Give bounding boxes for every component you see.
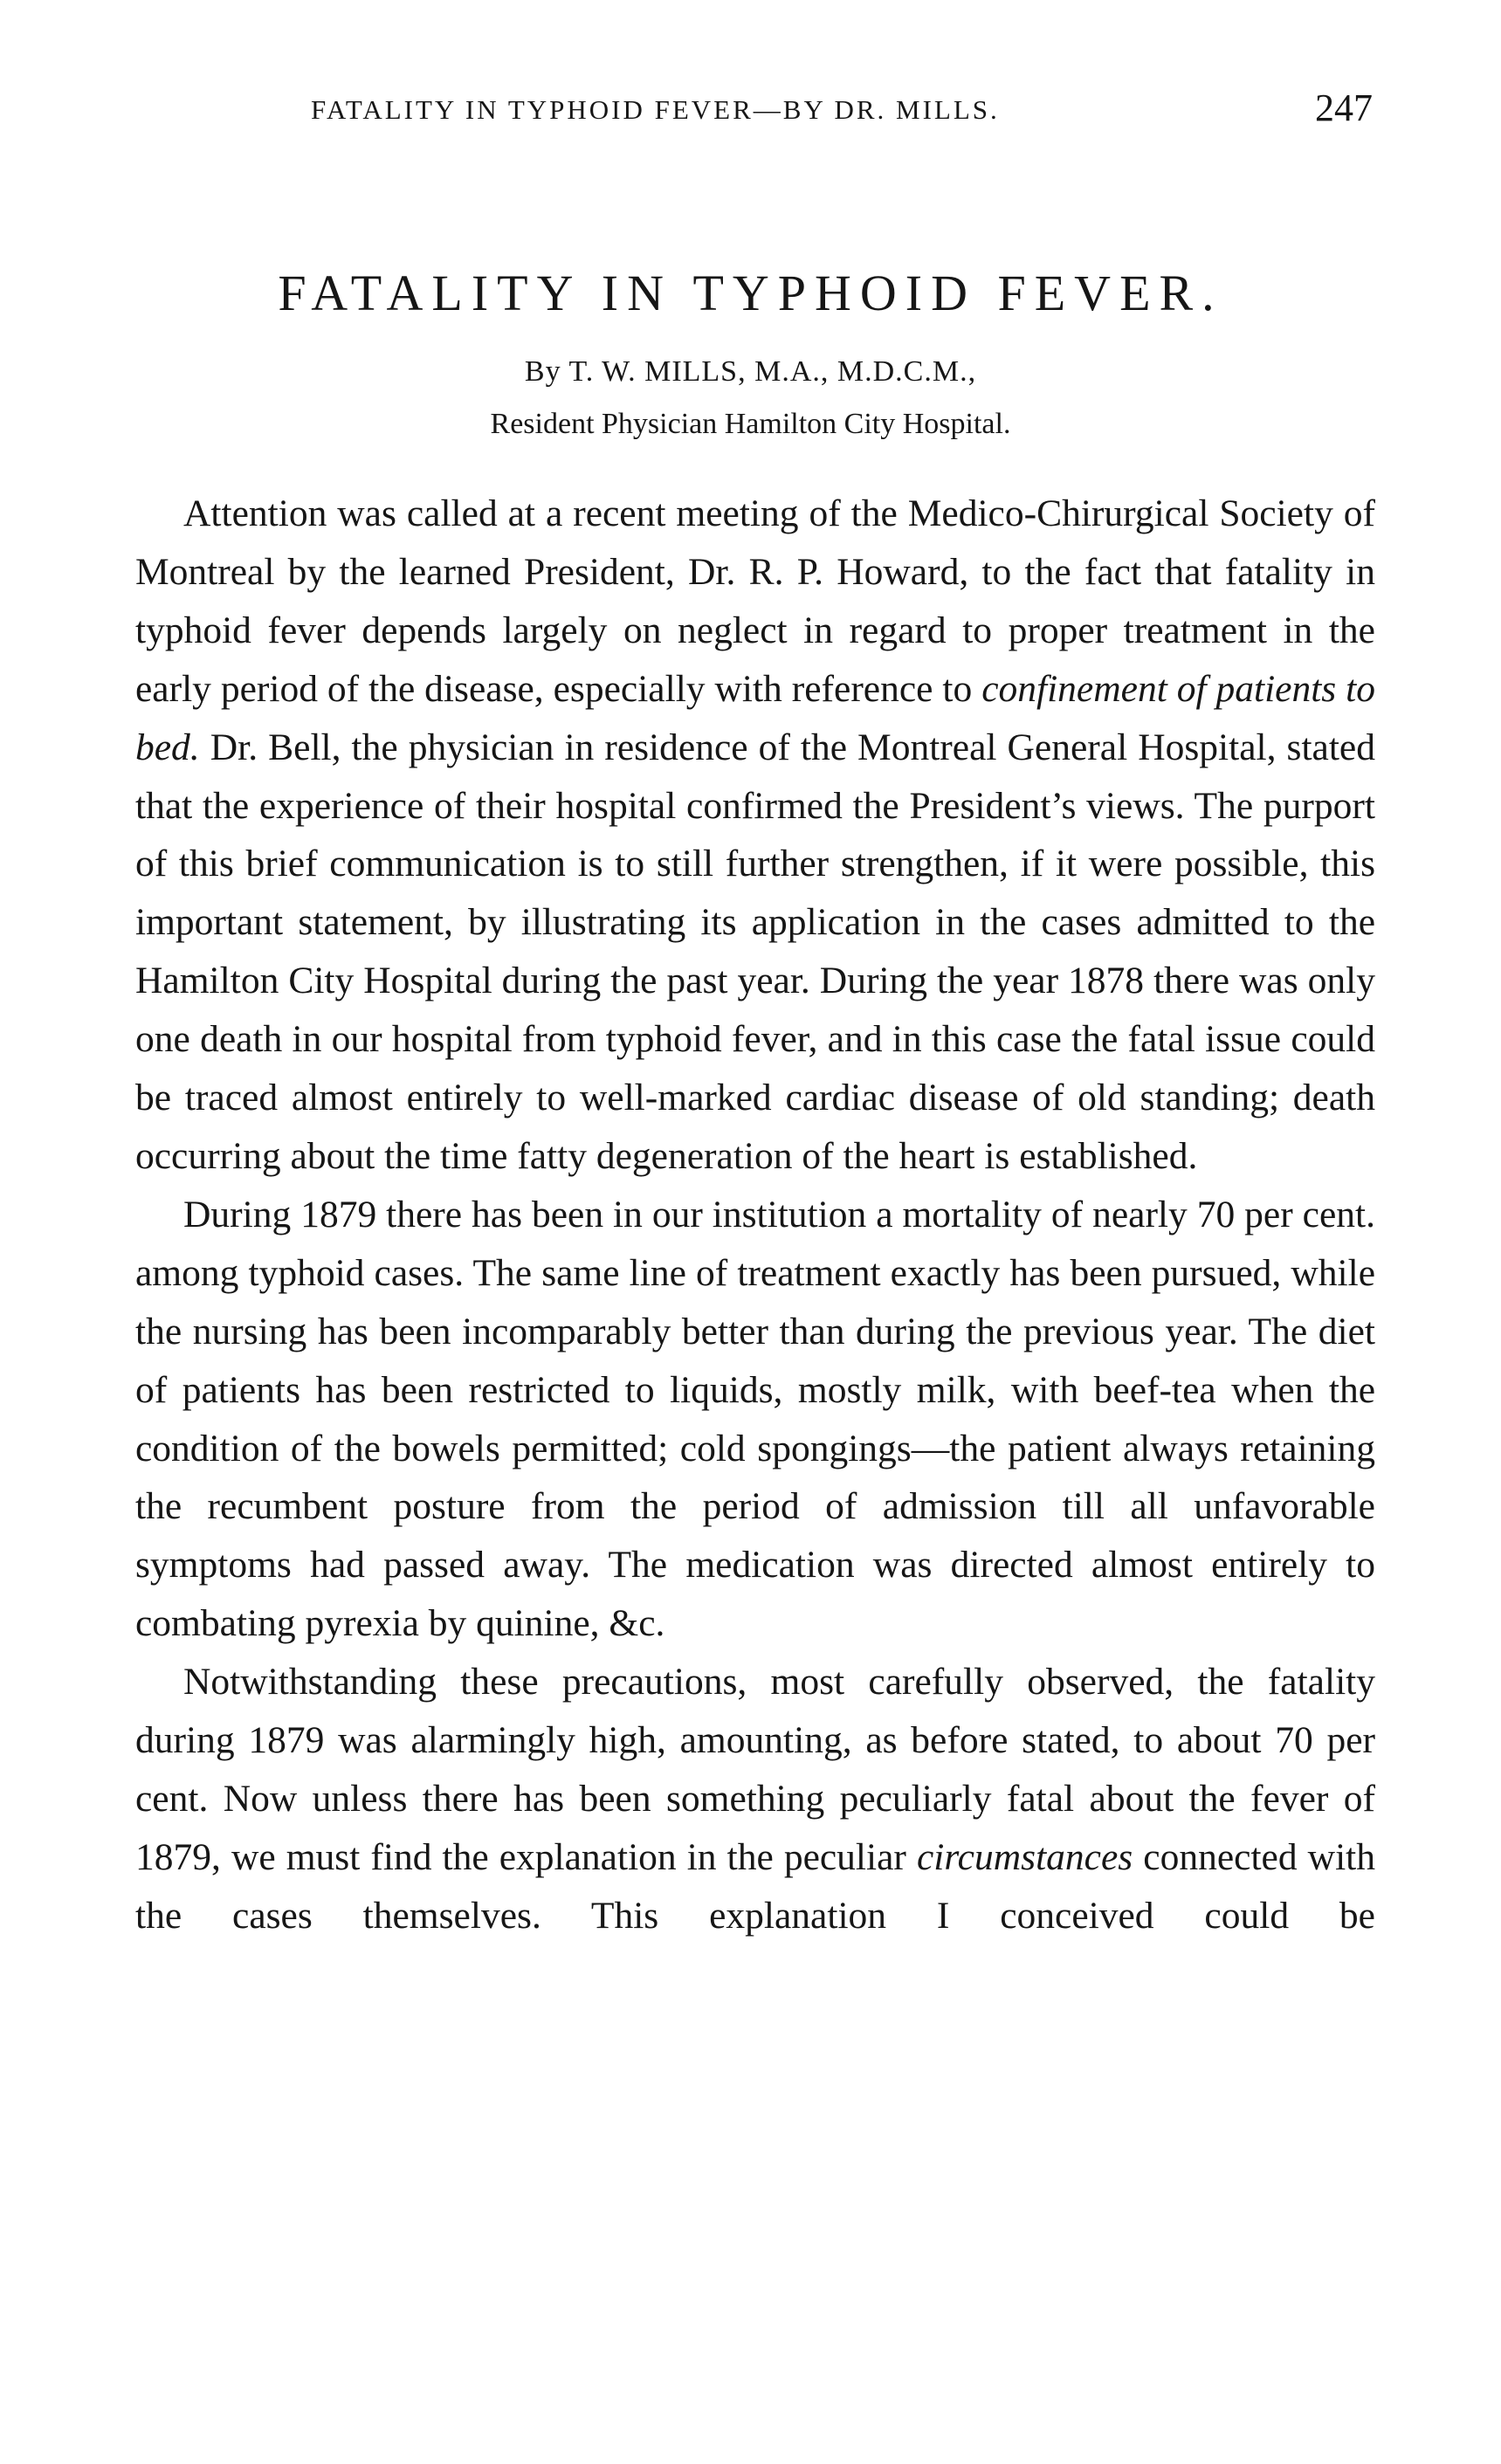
paragraph-1-text-b: Dr. Bell, the physician in residence of the Montreal General Hospital, stated that the experience of their hospital confirmed the President’s views. The purport of this brief communication is to still further strengthen, if it were possible, this important statement, by illustrating its application in the cases admitted to the Hamilton City Hospital during the past year. During the year 1878 there was only one death in our hospital from typhoid fever, and in this case the fatal issue could be traced almost entirely to well-marked cardiac disease of old standing; death occurring about the time fatty degeneration of the heart is established. xyxy=(135,726,1375,1177)
paragraph-2: During 1879 there has been in our institution a mortality of nearly 70 per cent. among typhoid cases. The same line of treatment exactly has been pursued, while the nursing has been incomparably better than during the previous year. The diet of patients has been restricted to liquids, mostly milk, with beef-tea when the condition of the bowels permitted; cold spongings—the patient always retaining the recumbent posture from the period of admission till all unfavorable symptoms had passed away. The medication was directed almost entirely to combating pyrexia by quinine, &c. xyxy=(135,1193,1375,1645)
author-byline: By T. W. MILLS, M.A., M.D.C.M., xyxy=(524,355,977,388)
paragraph-1-emphasis: confinement of patients to bed. xyxy=(135,667,1376,768)
author-affiliation: Resident Physician Hamilton City Hospital. xyxy=(490,408,1011,440)
page-number: 247 xyxy=(1315,86,1373,129)
paragraph-3-text-b: connected with the cases themselves. This explanation I conceived could be xyxy=(135,1835,1375,1937)
article-title: FATALITY IN TYPHOID FEVER. xyxy=(278,265,1223,321)
paragraph-3 xyxy=(135,1653,1375,1945)
paragraph-1-text-a: Attention was called at a recent meeting of the Medico-Chirurgical Society of Montreal by the learned President, Dr. R. P. Howard, to the fact that fatality in typhoid fever depends largely on neglect in regard to proper treatment in the early period of the disease, especially with reference to xyxy=(135,492,1375,710)
running-title: FATALITY IN TYPHOID FEVER—BY DR. MILLS. xyxy=(311,94,1000,125)
paragraph-3-text-a: Notwithstanding these precautions, most carefully observed, the fatality during 1879 was alarmingly high, amounting, as before stated, to about 70 per cent. Now unless there has been something peculiarly fatal about the fever of 1879, we must find the explanation in the peculiar xyxy=(135,1661,1375,1878)
paragraph-1 xyxy=(135,485,1375,1186)
paragraph-3-emphasis: circumstances xyxy=(916,1835,1133,1878)
article-body xyxy=(135,485,1375,1945)
